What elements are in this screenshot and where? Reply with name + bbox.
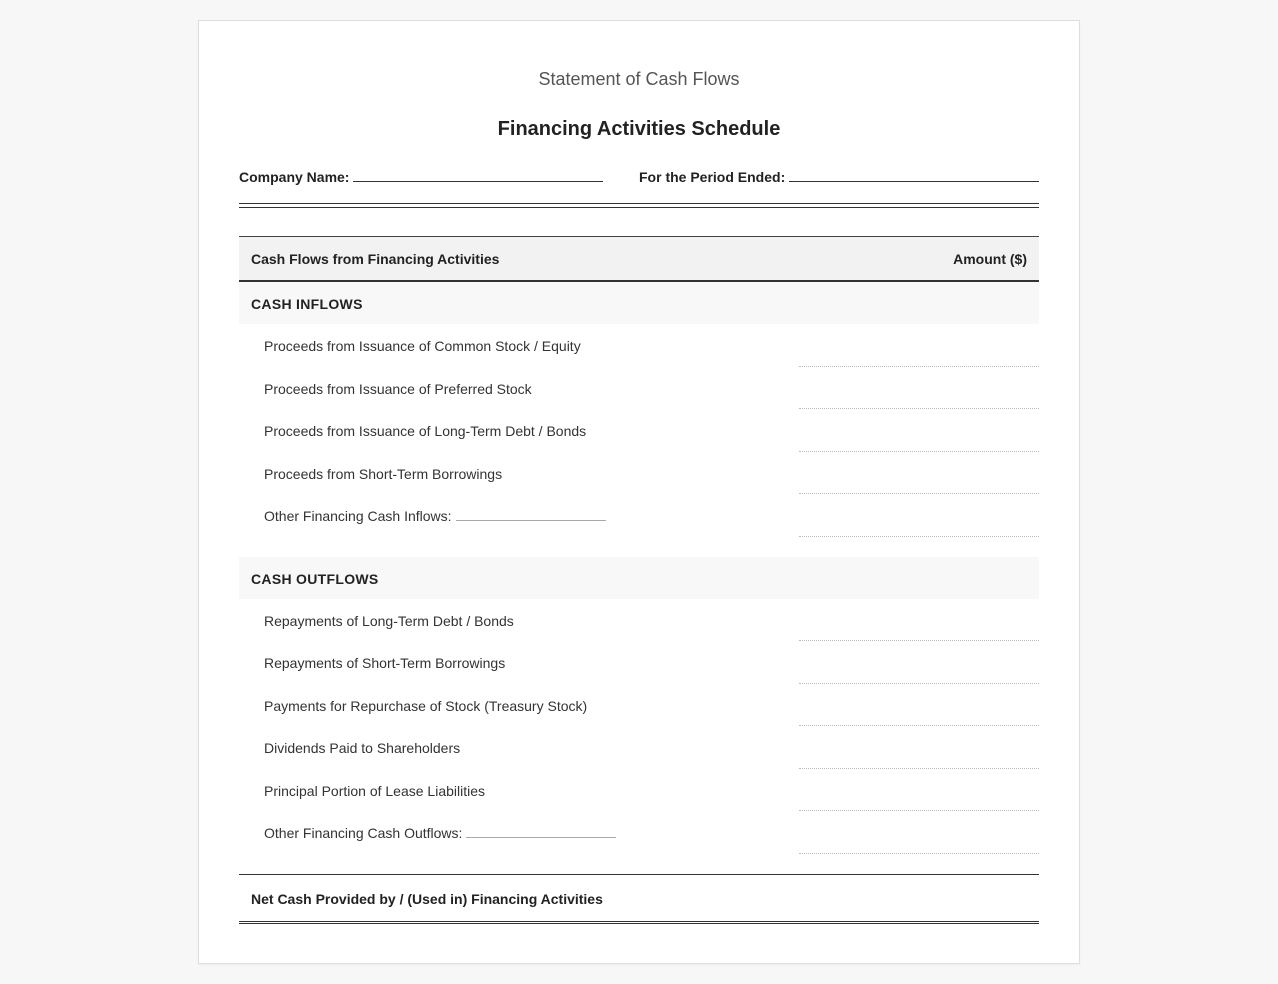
row-label: Dividends Paid to Shareholders bbox=[264, 740, 461, 756]
section-spacer bbox=[239, 537, 1039, 557]
financing-activities-table bbox=[239, 236, 1039, 924]
company-name-label: Company Name: bbox=[239, 169, 350, 185]
row-label: Payments for Repurchase of Stock (Treasury Stock) bbox=[264, 697, 588, 714]
row-label: Proceeds from Issuance of Long-Term Debt / Bonds bbox=[264, 423, 587, 439]
row-label: Repayments of Long-Term Debt / Bonds bbox=[264, 612, 514, 629]
table-row bbox=[239, 409, 1039, 452]
row-label: Principal Portion of Lease Liabilities bbox=[264, 782, 486, 799]
row-label: Other Financing Cash Inflows: bbox=[264, 508, 606, 524]
table-row bbox=[239, 324, 1039, 367]
header-amount: Amount ($) bbox=[953, 251, 1027, 267]
table-row bbox=[239, 367, 1039, 410]
other-inflow-description-line[interactable] bbox=[456, 508, 606, 521]
amount-input[interactable] bbox=[799, 340, 1039, 367]
period-ended-input-line[interactable] bbox=[789, 167, 1039, 182]
header-divider bbox=[239, 203, 1039, 208]
table-row bbox=[239, 452, 1039, 495]
row-label: Proceeds from Short-Term Borrowings bbox=[264, 465, 503, 482]
section-heading: CASH OUTFLOWS bbox=[251, 570, 379, 587]
document-page bbox=[198, 20, 1080, 964]
company-name-field bbox=[239, 167, 603, 185]
table-row bbox=[239, 769, 1039, 812]
row-label: Proceeds from Issuance of Preferred Stock bbox=[264, 380, 532, 397]
row-label: Proceeds from Issuance of Common Stock / Equity bbox=[264, 338, 581, 354]
company-name-input-line[interactable] bbox=[353, 167, 603, 182]
total-amount-input[interactable] bbox=[799, 875, 1039, 921]
row-label: Other Financing Cash Outflows: bbox=[264, 825, 616, 841]
total-label: Net Cash Provided by / (Used in) Financing Activities bbox=[251, 890, 603, 907]
document-title: Statement of Cash Flows bbox=[538, 69, 740, 89]
section-heading: CASH INFLOWS bbox=[251, 296, 363, 312]
amount-input[interactable] bbox=[799, 657, 1039, 684]
document-subtitle: Financing Activities Schedule bbox=[497, 118, 781, 140]
table-row bbox=[239, 599, 1039, 642]
amount-input[interactable] bbox=[799, 614, 1039, 641]
net-cash-total-row bbox=[239, 874, 1039, 924]
amount-input[interactable] bbox=[799, 827, 1039, 854]
period-ended-field bbox=[639, 167, 1039, 185]
table-row bbox=[239, 494, 1039, 537]
table-row bbox=[239, 811, 1039, 854]
amount-input[interactable] bbox=[799, 467, 1039, 494]
amount-input[interactable] bbox=[799, 699, 1039, 726]
document-meta-row bbox=[239, 167, 1039, 187]
amount-input[interactable] bbox=[799, 510, 1039, 537]
table-row bbox=[239, 726, 1039, 769]
other-outflow-description-line[interactable] bbox=[466, 825, 616, 838]
section-cash-inflows bbox=[239, 282, 1039, 324]
header-description: Cash Flows from Financing Activities bbox=[251, 251, 500, 267]
amount-input[interactable] bbox=[799, 742, 1039, 769]
table-row bbox=[239, 684, 1039, 727]
table-header bbox=[239, 236, 1039, 282]
amount-input[interactable] bbox=[799, 784, 1039, 811]
amount-input[interactable] bbox=[799, 425, 1039, 452]
table-row bbox=[239, 641, 1039, 684]
amount-input[interactable] bbox=[799, 382, 1039, 409]
row-label: Repayments of Short-Term Borrowings bbox=[264, 655, 506, 671]
section-cash-outflows bbox=[239, 557, 1039, 599]
period-ended-label: For the Period Ended: bbox=[639, 169, 786, 185]
